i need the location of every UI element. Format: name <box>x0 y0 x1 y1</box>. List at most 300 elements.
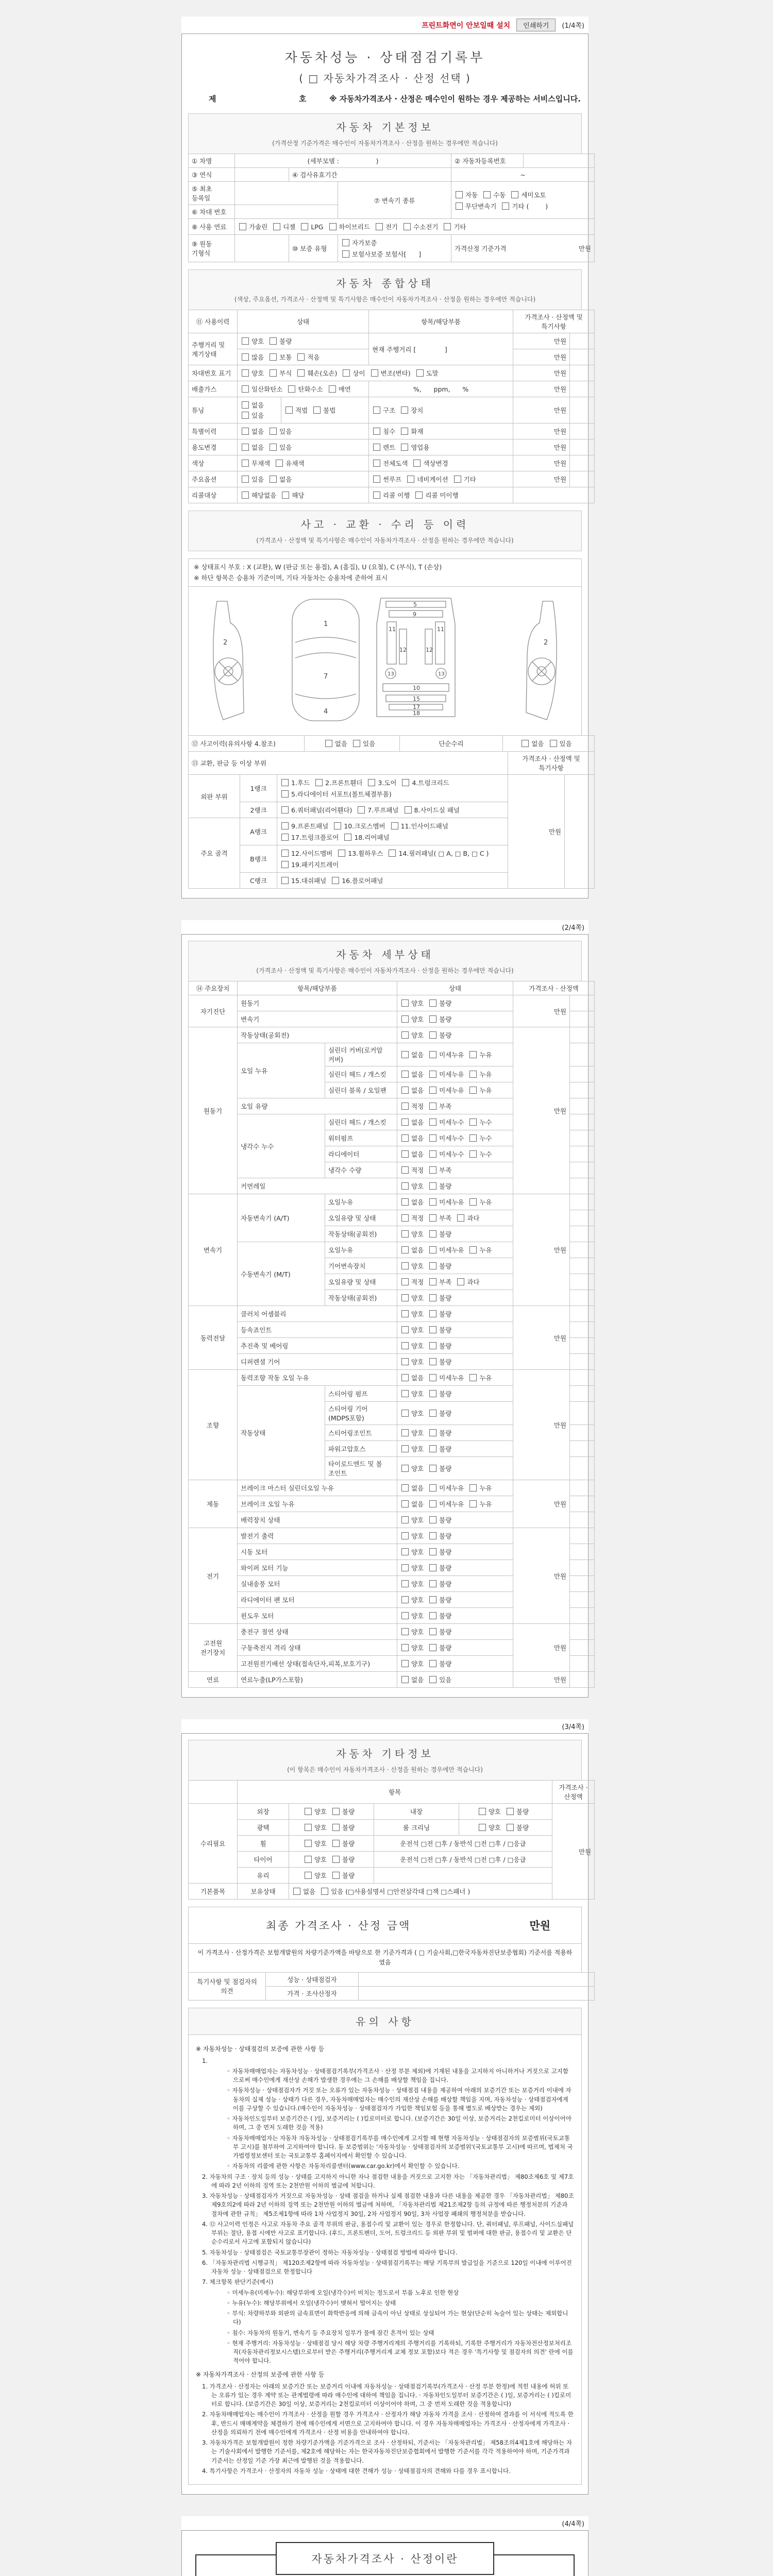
table-row <box>189 1370 595 1386</box>
checkbox-icon[interactable] <box>401 1150 409 1158</box>
checkbox-icon[interactable] <box>456 202 463 210</box>
checkbox-icon[interactable] <box>429 1087 436 1094</box>
overall-condition-table <box>188 310 582 503</box>
page-indicator-3: (3/4쪽) <box>181 1719 589 1733</box>
checkbox-option: 수동 <box>483 190 506 199</box>
checkbox-icon[interactable] <box>270 369 277 377</box>
table-cell: 주행거리 및 계기상태 <box>189 333 238 365</box>
checkbox-icon[interactable] <box>429 1676 436 1683</box>
checkbox-icon[interactable] <box>401 1660 409 1667</box>
checkbox-icon[interactable] <box>332 1808 340 1815</box>
checkbox-icon[interactable] <box>305 1856 312 1863</box>
table-row <box>189 1781 595 1804</box>
checkbox-icon[interactable] <box>479 1808 486 1815</box>
checkbox-option: 없음 <box>401 1483 424 1493</box>
table-cell <box>570 1608 595 1624</box>
table-cell: 구동축전지 격리 상태 <box>238 1640 397 1656</box>
checkbox-icon[interactable] <box>457 1214 464 1222</box>
checkbox-icon[interactable] <box>507 1824 514 1831</box>
checkbox-icon[interactable] <box>401 1262 409 1269</box>
checkbox-icon[interactable] <box>429 1214 436 1222</box>
table-cell <box>235 182 338 205</box>
checkbox-icon[interactable] <box>270 428 277 435</box>
checkbox-icon[interactable] <box>429 1628 436 1635</box>
checkbox-icon[interactable] <box>332 1824 340 1831</box>
table-cell: 튜닝 <box>189 397 238 423</box>
checkbox-icon[interactable] <box>429 1516 436 1523</box>
checkbox-icon[interactable] <box>401 1628 409 1635</box>
checkbox-icon[interactable] <box>444 223 451 230</box>
checkbox-icon[interactable] <box>457 1278 464 1285</box>
checkbox-icon[interactable] <box>281 806 289 814</box>
checkbox-icon[interactable] <box>429 1150 436 1158</box>
checkbox-icon[interactable] <box>429 1358 436 1365</box>
checkbox-icon[interactable] <box>401 1134 409 1142</box>
checkbox-icon[interactable] <box>401 1516 409 1523</box>
checkbox-icon[interactable] <box>373 444 380 451</box>
table-cell <box>570 1656 595 1672</box>
checkbox-icon[interactable] <box>429 1118 436 1126</box>
checkbox-option: 양호 <box>401 1229 424 1239</box>
section-history-header <box>188 511 582 551</box>
checkbox-icon[interactable] <box>429 1429 436 1436</box>
table-cell: 냉각수 누수 <box>238 1114 325 1178</box>
checkbox-icon[interactable] <box>401 1310 409 1317</box>
checkbox-icon[interactable] <box>358 806 365 814</box>
table-cell: 커먼레일 <box>238 1178 397 1194</box>
checkbox-icon[interactable] <box>401 1532 409 1539</box>
table-cell <box>570 1624 595 1640</box>
checkbox-icon[interactable] <box>401 1358 409 1365</box>
checkbox-icon[interactable] <box>401 1410 409 1417</box>
checkbox-icon[interactable] <box>429 1548 436 1555</box>
checkbox-icon[interactable] <box>301 223 308 230</box>
checkbox-icon[interactable] <box>429 1644 436 1651</box>
checkbox-icon[interactable] <box>401 1644 409 1651</box>
checkbox-icon[interactable] <box>401 1103 409 1110</box>
table-row <box>189 219 595 235</box>
print-button[interactable]: 인쇄하기 <box>516 19 556 31</box>
document-column <box>181 16 592 2576</box>
checkbox-option: 해당없음 <box>242 490 276 500</box>
checkbox-icon[interactable] <box>332 877 339 884</box>
checkbox-option: 양호 <box>401 1531 424 1540</box>
checkbox-option: 양호 <box>305 1823 327 1832</box>
checkbox-icon[interactable] <box>401 428 408 435</box>
checkbox-icon[interactable] <box>401 1051 409 1058</box>
table-cell <box>570 1592 595 1608</box>
checkbox-icon[interactable] <box>288 385 295 393</box>
checkbox-icon[interactable] <box>281 822 289 829</box>
panel-exchange-table <box>188 751 582 889</box>
checkbox-icon[interactable] <box>401 1326 409 1333</box>
checkbox-icon[interactable] <box>305 1872 312 1879</box>
table-cell: 배출가스 <box>189 381 238 397</box>
checkbox-icon[interactable] <box>416 369 424 377</box>
checkbox-icon[interactable] <box>401 1087 409 1094</box>
checkbox-icon[interactable] <box>329 385 336 393</box>
table-cell <box>397 1043 513 1066</box>
checkbox-icon[interactable] <box>281 861 289 868</box>
checkbox-icon[interactable] <box>429 1134 436 1142</box>
table-cell <box>397 1672 513 1688</box>
checkbox-option: 미세누유 <box>429 1197 464 1207</box>
checkbox-icon[interactable] <box>343 369 350 377</box>
checkbox-option: 불량 <box>429 1030 451 1040</box>
checkbox-icon[interactable] <box>401 999 409 1007</box>
checkbox-icon[interactable] <box>469 1051 477 1058</box>
checkbox-option: 양호 <box>401 1325 424 1334</box>
checkbox-icon[interactable] <box>373 406 380 414</box>
svg-text:12: 12 <box>399 647 407 654</box>
page-2 <box>181 934 589 1698</box>
checkbox-icon[interactable] <box>281 850 289 857</box>
checkbox-icon[interactable] <box>429 1103 436 1110</box>
checkbox-option: 적음 <box>297 352 320 362</box>
checkbox-option: 미세누유 <box>429 1499 464 1509</box>
checkbox-option: 19.패키지트레이 <box>281 860 339 869</box>
checkbox-icon[interactable] <box>401 1294 409 1301</box>
checkbox-icon[interactable] <box>429 1326 436 1333</box>
table-cell: 실내송풍 모터 <box>238 1576 397 1592</box>
table-cell: 만원 <box>513 1672 570 1688</box>
checkbox-option: 불량 <box>429 1595 451 1604</box>
table-cell <box>277 775 508 802</box>
checkbox-icon[interactable] <box>315 779 323 786</box>
checkbox-icon[interactable] <box>511 191 518 198</box>
checkbox-icon[interactable] <box>401 1374 409 1381</box>
checkbox-icon[interactable] <box>429 1580 436 1587</box>
table-cell: 주요 골격 <box>189 818 240 889</box>
table-cell <box>570 1130 595 1146</box>
checkbox-icon[interactable] <box>293 1888 300 1895</box>
checkbox-icon[interactable] <box>276 460 283 467</box>
checkbox-icon[interactable] <box>376 223 383 230</box>
checkbox-icon[interactable] <box>401 1166 409 1174</box>
checkbox-option: 양호 <box>401 1181 424 1191</box>
checkbox-icon[interactable] <box>305 1840 312 1847</box>
section-title: 자동차 종합상태 <box>336 277 434 290</box>
checkbox-icon[interactable] <box>273 223 280 230</box>
checkbox-icon[interactable] <box>242 476 249 483</box>
checkbox-icon[interactable] <box>429 1310 436 1317</box>
checkbox-icon[interactable] <box>325 740 332 747</box>
table-cell <box>397 1011 513 1027</box>
checkbox-option: 양호 <box>479 1807 501 1816</box>
checkbox-icon[interactable] <box>413 460 421 467</box>
checkbox-icon[interactable] <box>239 223 246 230</box>
checkbox-option: 양호 <box>401 1547 424 1556</box>
table-cell <box>238 365 513 381</box>
table-cell: ⑦ 변속기 종류 <box>338 182 451 219</box>
table-cell <box>570 439 595 455</box>
checkbox-icon[interactable] <box>401 1342 409 1349</box>
table-cell: 원동기 <box>189 1027 238 1194</box>
checkbox-icon[interactable] <box>401 1465 409 1472</box>
checkbox-icon[interactable] <box>373 460 380 467</box>
table-row <box>189 439 595 455</box>
checkbox-icon[interactable] <box>401 1445 409 1452</box>
table-row <box>189 775 595 802</box>
checkbox-icon[interactable] <box>429 1246 436 1253</box>
table-cell: 작동상태 <box>238 1386 325 1480</box>
checkbox-icon[interactable] <box>389 850 396 857</box>
checkbox-icon[interactable] <box>429 1564 436 1571</box>
checkbox-icon[interactable] <box>281 877 289 884</box>
checkbox-icon[interactable] <box>353 740 360 747</box>
checkbox-icon[interactable] <box>242 353 249 361</box>
checkbox-icon[interactable] <box>401 406 408 414</box>
checkbox-icon[interactable] <box>429 1484 436 1492</box>
checkbox-icon[interactable] <box>332 1872 340 1879</box>
checkbox-icon[interactable] <box>373 476 380 483</box>
checkbox-icon[interactable] <box>429 1198 436 1206</box>
table-cell <box>570 1098 595 1114</box>
checkbox-option: 없음 <box>242 443 264 452</box>
checkbox-icon[interactable] <box>401 1278 409 1285</box>
checkbox-icon[interactable] <box>429 1262 436 1269</box>
checkbox-option: 하이브리드 <box>329 222 370 231</box>
checkbox-option: 미세누수 <box>429 1117 464 1127</box>
checkbox-icon[interactable] <box>401 1580 409 1587</box>
checkbox-option: 무채색 <box>242 459 270 468</box>
checkbox-icon[interactable] <box>332 1856 340 1863</box>
checkbox-icon[interactable] <box>404 223 411 230</box>
checkbox-icon[interactable] <box>305 1824 312 1831</box>
table-cell: 만원 <box>513 349 570 365</box>
checkbox-icon[interactable] <box>456 191 463 198</box>
checkbox-icon[interactable] <box>297 353 305 361</box>
table-cell: 고전원 전기장치 <box>189 1624 238 1672</box>
table-cell: 1랭크 <box>240 775 277 802</box>
table-cell: 자기진단 <box>189 995 238 1027</box>
checkbox-option: 있음 <box>242 411 273 420</box>
checkbox-icon[interactable] <box>429 1612 436 1619</box>
table-cell <box>277 873 508 889</box>
table-cell <box>570 1354 595 1370</box>
checkbox-option: 8.사이드실 패널 <box>405 805 460 815</box>
checkbox-icon[interactable] <box>469 1087 477 1094</box>
checkbox-icon[interactable] <box>429 1390 436 1397</box>
checkbox-icon[interactable] <box>415 492 423 499</box>
checkbox-icon[interactable] <box>401 1429 409 1436</box>
table-cell: 오일 유량 <box>238 1098 397 1114</box>
checkbox-icon[interactable] <box>429 1230 436 1238</box>
checkbox-icon[interactable] <box>469 1198 477 1206</box>
checkbox-icon[interactable] <box>429 1182 436 1190</box>
checkbox-icon[interactable] <box>401 1230 409 1238</box>
checkbox-option: 없음 <box>401 1086 424 1095</box>
checkbox-icon[interactable] <box>429 1015 436 1023</box>
checkbox-icon[interactable] <box>401 1596 409 1603</box>
checkbox-icon[interactable] <box>469 1134 477 1142</box>
checkbox-option: 유채색 <box>276 459 304 468</box>
checkbox-icon[interactable] <box>373 428 380 435</box>
table-cell <box>570 1274 595 1290</box>
checkbox-icon[interactable] <box>342 239 349 246</box>
checkbox-option: 양호 <box>401 1464 424 1473</box>
checkbox-icon[interactable] <box>242 412 249 419</box>
checkbox-icon[interactable] <box>429 1031 436 1039</box>
checkbox-option: 과다 <box>457 1213 479 1223</box>
checkbox-icon[interactable] <box>429 1465 436 1472</box>
checkbox-icon[interactable] <box>242 385 249 393</box>
checkbox-icon[interactable] <box>401 1612 409 1619</box>
checkbox-icon[interactable] <box>401 1015 409 1023</box>
checkbox-icon[interactable] <box>270 476 277 483</box>
checkbox-icon[interactable] <box>483 191 491 198</box>
checkbox-icon[interactable] <box>429 1051 436 1058</box>
checkbox-icon[interactable] <box>242 337 249 345</box>
table-cell: 만원 <box>513 471 570 487</box>
checkbox-icon[interactable] <box>469 1150 477 1158</box>
checkbox-option: 적정 <box>401 1101 424 1111</box>
checkbox-icon[interactable] <box>270 337 277 345</box>
checkbox-icon[interactable] <box>401 1390 409 1397</box>
checkbox-icon[interactable] <box>401 1118 409 1126</box>
checkbox-icon[interactable] <box>342 250 349 258</box>
checkbox-icon[interactable] <box>429 1532 436 1539</box>
checkbox-option: 매연 <box>329 384 351 394</box>
checkbox-icon[interactable] <box>429 1071 436 1078</box>
checkbox-option: 있음 <box>550 739 572 748</box>
checkbox-icon[interactable] <box>401 1564 409 1571</box>
checkbox-icon[interactable] <box>429 1374 436 1381</box>
checkbox-icon[interactable] <box>313 406 321 414</box>
checkbox-icon[interactable] <box>281 834 289 841</box>
checkbox-icon[interactable] <box>242 401 249 409</box>
checkbox-icon[interactable] <box>502 202 509 210</box>
checkbox-icon[interactable] <box>242 492 249 499</box>
checkbox-option: 누수 <box>469 1133 492 1143</box>
table-cell <box>289 1820 374 1836</box>
checkbox-icon[interactable] <box>429 1596 436 1603</box>
table-cell <box>397 995 513 1011</box>
checkbox-icon[interactable] <box>429 1166 436 1174</box>
section-title: 자동차 세부상태 <box>336 948 434 961</box>
checkbox-icon[interactable] <box>469 1071 477 1078</box>
section-subtitle: (가격산정 기준가격은 매수인이 자동차가격조사 · 산정을 원하는 경우에만 적습니다) <box>272 140 498 147</box>
checkbox-option: 불량 <box>429 1357 451 1366</box>
checkbox-icon[interactable] <box>429 1660 436 1667</box>
checkbox-icon[interactable] <box>469 1374 477 1381</box>
checkbox-icon[interactable] <box>401 1071 409 1078</box>
checkbox-icon[interactable] <box>429 1445 436 1452</box>
checkbox-option: 전체도색 <box>373 459 408 468</box>
checkbox-icon[interactable] <box>242 428 249 435</box>
document-subtitle: ( □ 자동차가격조사 · 산정 선택 ) <box>299 72 471 84</box>
checkbox-icon[interactable] <box>429 999 436 1007</box>
checkbox-icon[interactable] <box>281 779 289 786</box>
checkbox-icon[interactable] <box>550 740 557 747</box>
checkbox-icon[interactable] <box>242 460 249 467</box>
table-cell <box>570 1178 595 1194</box>
checkbox-icon[interactable] <box>401 1484 409 1492</box>
svg-text:11: 11 <box>437 626 444 633</box>
checkbox-icon[interactable] <box>329 223 337 230</box>
checkbox-icon[interactable] <box>507 1808 514 1815</box>
checkbox-icon[interactable] <box>305 1808 312 1815</box>
checkbox-icon[interactable] <box>522 740 529 747</box>
checkbox-icon[interactable] <box>469 1500 477 1507</box>
checkbox-option: 10.크로스멤버 <box>334 821 385 831</box>
checkbox-option: 적정 <box>401 1165 424 1175</box>
checkbox-icon[interactable] <box>297 369 305 377</box>
doc-no-right: 호 <box>298 94 307 104</box>
checkbox-icon[interactable] <box>270 444 277 451</box>
notice-line: ◦ 자동차매매업자는 자동차 자동차성능 · 상태점검기록부를 매수인에게 고지할 때 현행 자동차성능 · 상태점검자의 보증범위(국토교통부 고시)를 첨부하여 고지하여야 합니다. 동 보증범위는 '자동차성능 · 상태점검자의 보증범위'(국토교통부 고시)에 따르며, 법제처 국가법령정보센터 또는 국토교통부 홈페이지에서 확인할 수 있습니다. <box>227 2134 573 2160</box>
checkbox-icon[interactable] <box>373 492 380 499</box>
table-cell <box>570 1512 595 1528</box>
checkbox-icon[interactable] <box>401 1182 409 1190</box>
checkbox-icon[interactable] <box>321 1888 328 1895</box>
checkbox-icon[interactable] <box>242 369 249 377</box>
notice-line: 7. 체크항목 판단기준(예시) <box>202 2278 274 2286</box>
checkbox-icon[interactable] <box>469 1246 477 1253</box>
checkbox-icon[interactable] <box>401 1214 409 1222</box>
checkbox-icon[interactable] <box>332 1840 340 1847</box>
checkbox-icon[interactable] <box>281 790 289 798</box>
checkbox-icon[interactable] <box>282 492 289 499</box>
checkbox-icon[interactable] <box>285 406 293 414</box>
table-cell <box>397 1274 513 1290</box>
checkbox-icon[interactable] <box>479 1824 486 1831</box>
table-cell <box>397 1576 513 1592</box>
checkbox-icon[interactable] <box>454 476 461 483</box>
checkbox-icon[interactable] <box>270 353 277 361</box>
table-cell <box>397 1656 513 1672</box>
checkbox-icon[interactable] <box>401 1246 409 1253</box>
checkbox-icon[interactable] <box>368 779 375 786</box>
checkbox-option: 부족 <box>429 1101 451 1111</box>
form-table <box>188 735 595 752</box>
checkbox-option: 가솔린 <box>239 222 267 231</box>
checkbox-icon[interactable] <box>401 1548 409 1555</box>
checkbox-icon[interactable] <box>338 850 345 857</box>
table-cell <box>397 1354 513 1370</box>
checkbox-icon[interactable] <box>402 779 409 786</box>
checkbox-icon[interactable] <box>469 1484 477 1492</box>
checkbox-icon[interactable] <box>405 806 412 814</box>
checkbox-icon[interactable] <box>334 822 341 829</box>
checkbox-icon[interactable] <box>401 444 408 451</box>
checkbox-icon[interactable] <box>429 1342 436 1349</box>
checkbox-icon[interactable] <box>469 1118 477 1126</box>
checkbox-icon[interactable] <box>407 476 414 483</box>
checkbox-option: 없음 <box>401 1133 424 1143</box>
checkbox-option: 불량 <box>507 1823 529 1832</box>
checkbox-icon[interactable] <box>391 822 398 829</box>
checkbox-option: 미세누유 <box>429 1070 464 1079</box>
checkbox-icon[interactable] <box>371 369 378 377</box>
checkbox-icon[interactable] <box>401 1198 409 1206</box>
checkbox-icon[interactable] <box>401 1031 409 1039</box>
checkbox-icon[interactable] <box>429 1410 436 1417</box>
checkbox-option: 양호 <box>401 1627 424 1636</box>
checkbox-icon[interactable] <box>429 1294 436 1301</box>
checkbox-icon[interactable] <box>344 834 351 841</box>
table-row <box>189 1528 595 1544</box>
checkbox-icon[interactable] <box>401 1676 409 1683</box>
checkbox-icon[interactable] <box>429 1278 436 1285</box>
checkbox-icon[interactable] <box>401 1500 409 1507</box>
table-cell <box>289 1852 374 1868</box>
checkbox-option: 양호 <box>401 1341 424 1350</box>
checkbox-icon[interactable] <box>429 1500 436 1507</box>
checkbox-icon[interactable] <box>242 444 249 451</box>
table-cell: 외장 <box>238 1804 289 1820</box>
table-cell: ③ 연식 <box>189 168 235 182</box>
